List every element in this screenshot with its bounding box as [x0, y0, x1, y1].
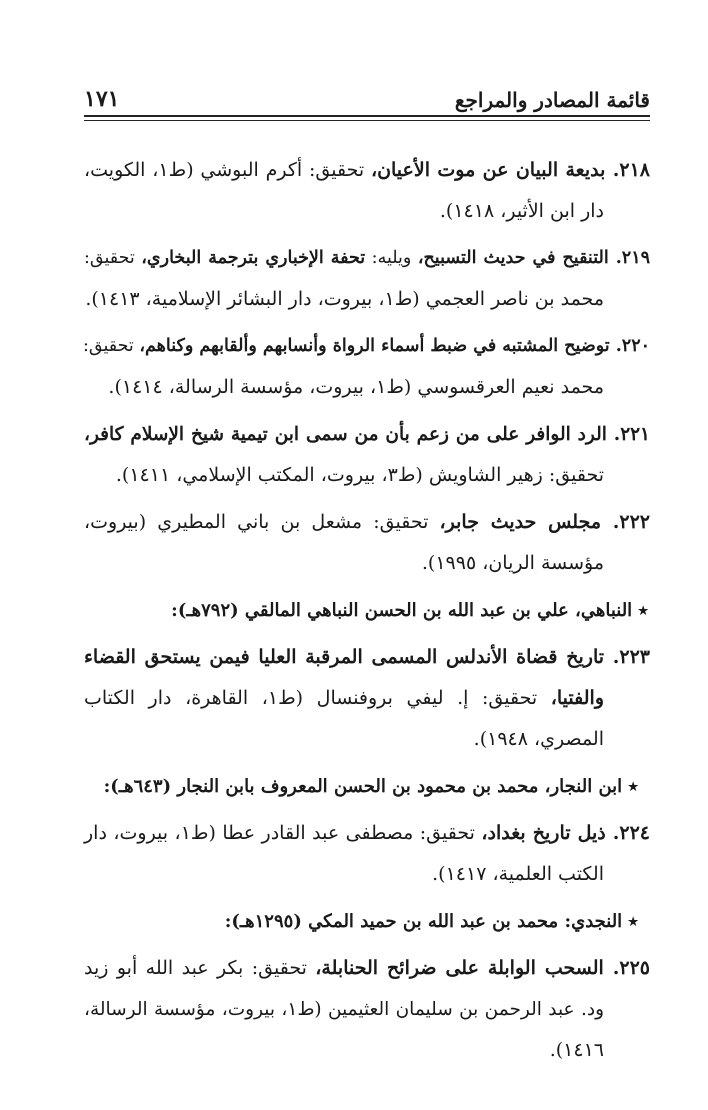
entry-details: تحقيق: إ. ليفي بروفنسال (ط١، القاهرة، دار الكتاب: [84, 687, 551, 709]
entry-title: ٢١٨. بديعة البيان عن موت الأعيان،: [370, 159, 651, 181]
entry-title: ٢٢١. الرد الوافر على من زعم بأن من سمى ابن تيمية شيخ الإسلام كافر،: [84, 424, 650, 445]
entry-line: المصري، ١٩٤٨).: [473, 728, 604, 750]
star-icon: ٭: [628, 776, 638, 797]
author-name: النباهي، علي بن عبد الله بن الحسن النباهي المالقي (٧٩٢هـ):: [171, 600, 633, 621]
entry-details: تحقيق: أكرم البوشي (ط١، الكويت،: [84, 159, 371, 181]
star-icon: ٭: [628, 911, 638, 932]
entry-222: [84, 502, 650, 584]
entry-title: ٢٢٥. السحب الوابلة على ضرائح الحنابلة،: [315, 957, 651, 979]
entry-details: تحقيق: بكر عبد الله أبو زيد: [84, 957, 316, 979]
entry-title-secondary: تحفة الإخباري بترجمة البخاري،: [141, 248, 366, 268]
star-icon: ٭: [638, 600, 648, 621]
entry-218: [84, 150, 650, 232]
author-name: النجدي: محمد بن عبد الله بن حميد المكي (١٢٩٥هـ):: [224, 911, 623, 932]
header-rule-thick: [84, 115, 650, 117]
entry-line: [84, 813, 650, 854]
entry-details: تحقيق: مشعل بن باني المطيري (بيروت،: [84, 511, 440, 533]
entry-line: محمد بن ناصر العجمي (ط١، بيروت، دار البشائر الإسلامية، ١٤١٣).: [85, 288, 604, 310]
entry-title: ٢٢٤. ذيل تاريخ بغداد،: [481, 822, 650, 844]
entry-line: [84, 150, 650, 191]
entry-line: تحقيق: زهير الشاويش (ط٣، بيروت، المكتب الإسلامي، ١٤١١).: [115, 464, 604, 486]
entry-line: [84, 678, 650, 719]
page-number: ١٧١: [84, 86, 120, 112]
header-rule-thin: [84, 120, 650, 121]
entry-details: تحقيق:: [83, 336, 140, 356]
entry-223: [84, 637, 650, 760]
entry-title: ٢١٩. التنقيح في حديث التسبيح،: [417, 248, 650, 268]
entry-line: مؤسسة الريان، ١٩٩٥).: [421, 552, 604, 574]
entry-line: [84, 948, 650, 989]
entry-line: دار ابن الأثير، ١٤١٨).: [439, 200, 604, 222]
entry-219: [84, 238, 650, 320]
entry-title-continued: والفتيا،: [550, 687, 605, 709]
entry-line: [84, 326, 650, 367]
entry-220: [84, 326, 650, 408]
entry-line: [84, 414, 650, 455]
bibliography-list: [84, 150, 650, 1077]
entry-221: [84, 414, 650, 496]
author-heading-ibn-najjar: [84, 766, 650, 807]
entry-line: ود. عبد الرحمن بن سليمان العثيمين (ط١، بيروت، مؤسسة الرسالة،: [84, 999, 604, 1020]
entry-225: [84, 948, 650, 1071]
entry-details: تحقيق: مصطفى عبد القادر عطا (ط١، بيروت، دار: [84, 822, 482, 844]
author-name: ابن النجار، محمد بن محمود بن الحسن المعروف بابن النجار (٦٤٣هـ):: [103, 776, 623, 797]
running-header: [84, 80, 650, 112]
entry-details: تحقيق:: [84, 248, 142, 268]
entry-title: ٢٢٢. مجلس حديث جابر،: [439, 511, 651, 533]
entry-line: [84, 637, 650, 678]
entry-title: ٢٢٠. توضيح المشتبه في ضبط أسماء الرواة وأنسابهم وألقابهم وكناهم،: [139, 336, 650, 356]
entry-line: الكتب العلمية، ١٤١٧).: [432, 863, 604, 885]
running-title: قائمة المصادر والمراجع: [454, 88, 650, 112]
entry-line: [84, 502, 650, 543]
author-heading-nubahi: [84, 590, 650, 631]
author-heading-najdi: [84, 901, 650, 942]
entry-line: ١٤١٦).: [549, 1039, 604, 1061]
entry-details: ويليه:: [365, 248, 418, 268]
entry-title: ٢٢٣. تاريخ قضاة الأندلس المسمى المرقبة العليا فيمن يستحق القضاء: [84, 646, 650, 668]
entry-line: محمد نعيم العرقسوسي (ط١، بيروت، مؤسسة الرسالة، ١٤١٤).: [108, 376, 604, 398]
entry-line: [84, 238, 650, 279]
entry-224: [84, 813, 650, 895]
